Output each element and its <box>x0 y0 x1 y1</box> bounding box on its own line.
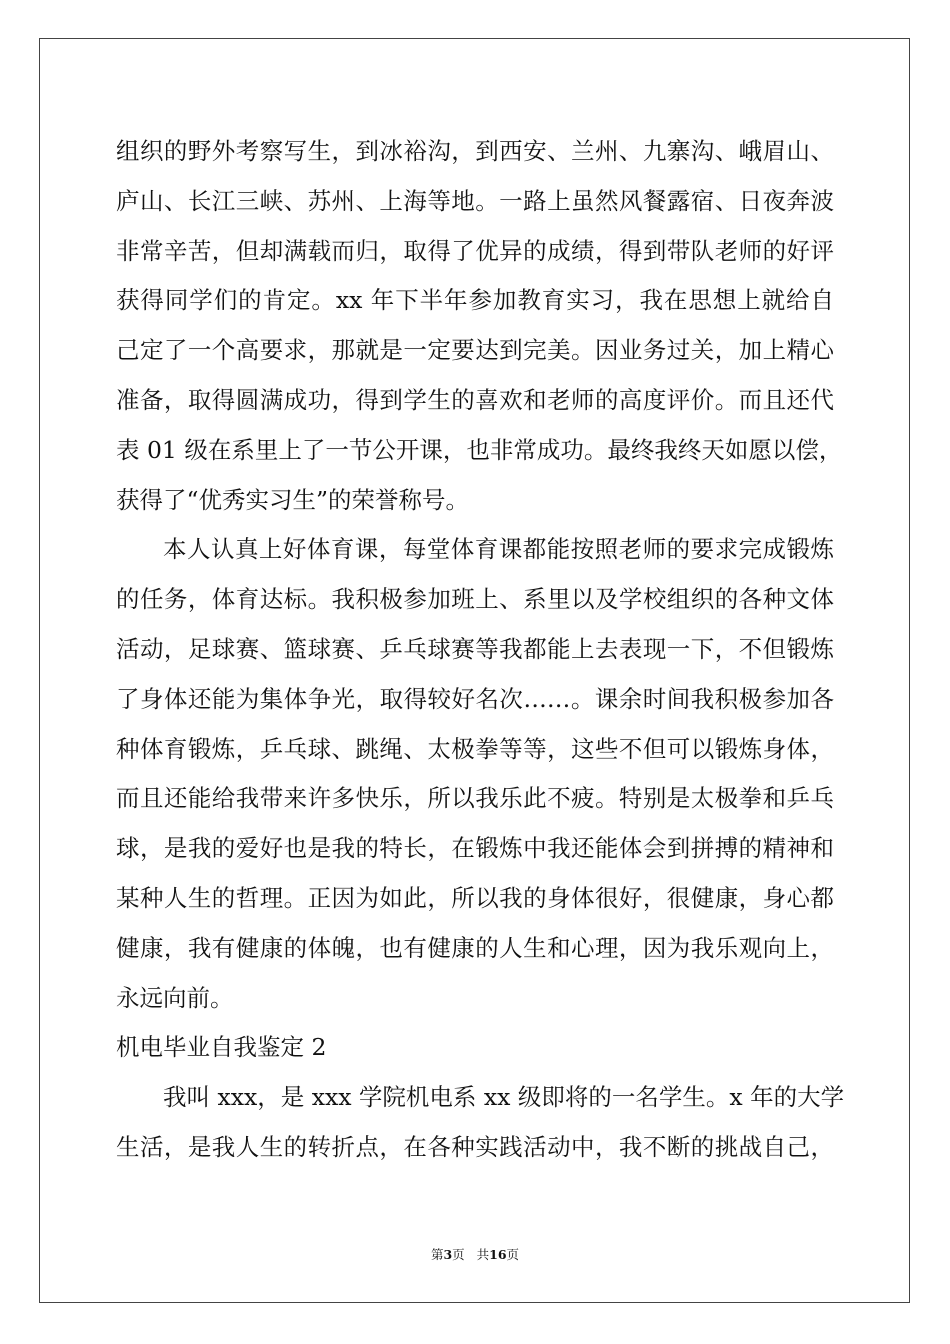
footer-total-suffix: 页 <box>506 1247 520 1262</box>
footer-total-prefix: 共 <box>476 1247 490 1262</box>
section-heading: 机电毕业自我鉴定 2 <box>116 1033 327 1062</box>
text-line: 健康，我有健康的体魄，也有健康的人生和心理，因为我乐观向上， <box>116 933 834 962</box>
text-line: 非常辛苦，但却满载而归，取得了优异的成绩，得到带队老师的好评 <box>116 236 834 265</box>
footer-page-suffix: 页 <box>452 1247 465 1262</box>
text-line: 组织的野外考察写生，到冰裕沟，到西安、兰州、九寨沟、峨眉山、 <box>116 137 834 165</box>
total-pages: 16 <box>489 1247 507 1262</box>
text-line: 某种人生的哲理。正因为如此，所以我的身体很好，很健康，身心都 <box>116 883 834 912</box>
text-line: 本人认真上好体育课，每堂体育课都能按照老师的要求完成锻炼 <box>163 535 834 564</box>
text-line: 庐山、长江三峡、苏州、上海等地。一路上虽然风餐露宿、日夜奔波 <box>116 186 834 215</box>
text-line: 而且还能给我带来许多快乐，所以我乐此不疲。特别是太极拳和乒乓 <box>116 784 834 813</box>
text-line: 的任务，体育达标。我积极参加班上、系里以及学校组织的各种文体 <box>116 585 834 614</box>
text-line: 表 01 级在系里上了一节公开课，也非常成功。最终我终天如愿以偿， <box>116 435 843 464</box>
text-line: 获得了“优秀实习生”的荣誉称号。 <box>116 485 470 514</box>
page-footer <box>0 1245 950 1263</box>
page-number: 3 <box>443 1247 453 1262</box>
document-body <box>116 127 845 1173</box>
text-line: 准备，取得圆满成功，得到学生的喜欢和老师的高度评价。而且还代 <box>116 385 834 414</box>
text-line: 球，是我的爱好也是我的特长，在锻炼中我还能体会到拼搏的精神和 <box>116 834 834 863</box>
text-line: 种体育锻炼，乒乓球、跳绳、太极拳等等，这些不但可以锻炼身体， <box>116 734 834 763</box>
text-line: 生活，是我人生的转折点，在各种实践活动中，我不断的挑战自己， <box>116 1132 834 1161</box>
text-line: 了身体还能为集体争光，取得较好名次……。课余时间我积极参加各 <box>116 684 834 713</box>
text-line: 活动，足球赛、篮球赛、乒乓球赛等我都能上去表现一下，不但锻炼 <box>116 634 834 663</box>
footer-prefix: 第 <box>430 1247 444 1262</box>
text-line: 己定了一个高要求，那就是一定要达到完美。因业务过关，加上精心 <box>116 336 834 365</box>
text-line: 我叫 xxx，是 xxx 学院机电系 xx 级即将的一名学生。x 年的大学 <box>163 1083 845 1112</box>
text-line: 获得同学们的肯定。xx 年下半年参加教育实习，我在思想上就给自 <box>116 286 834 315</box>
text-line: 永远向前。 <box>116 983 234 1012</box>
